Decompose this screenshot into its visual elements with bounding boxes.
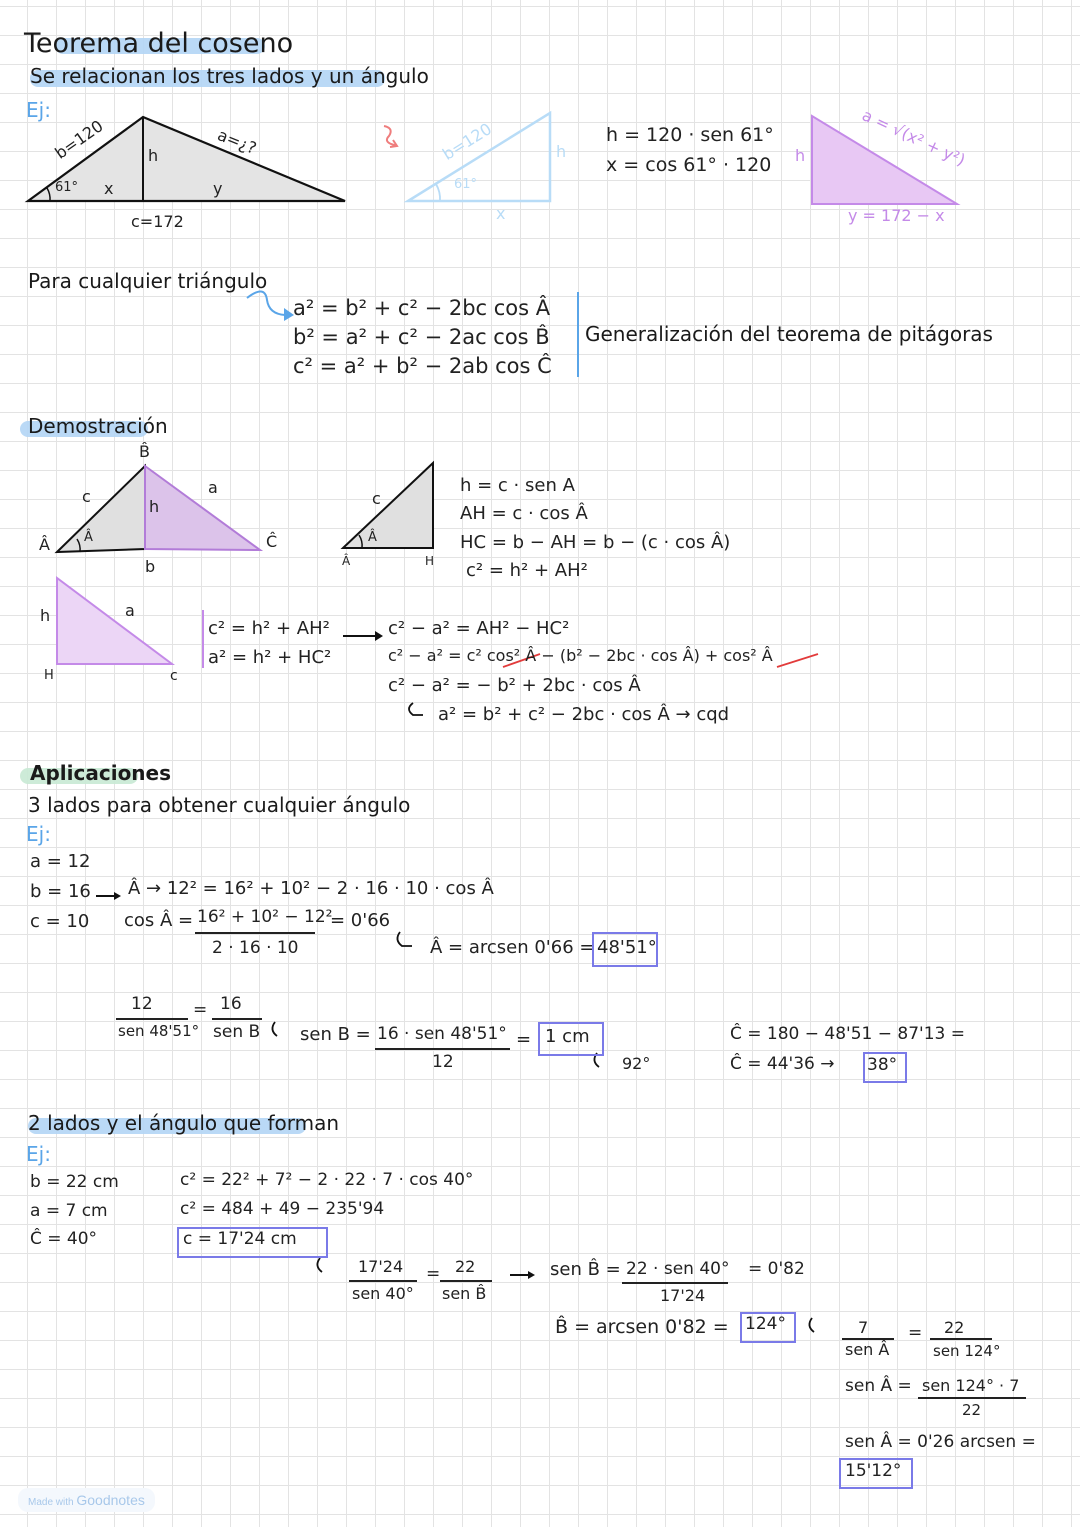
angle-A2-result: 15'12° <box>845 1461 902 1481</box>
senB2-num: 22 · sen 40° <box>626 1259 730 1279</box>
apps2-ej: Ej: <box>26 1142 51 1166</box>
demo-eq-3: HC = b − AH = b − (c · cos Â) <box>460 532 731 553</box>
example-label: Ej: <box>26 98 51 122</box>
demo2-A: Â <box>342 554 351 568</box>
given2-a: a = 7 cm <box>30 1201 108 1221</box>
x-formula: x = cos 61° · 120 <box>606 154 772 176</box>
ratio2-den: sen B <box>213 1022 261 1042</box>
demo3-a: a <box>125 601 135 620</box>
y-label: y <box>213 179 223 198</box>
senB-result: 1 cm <box>545 1026 590 1047</box>
cosA-value: = 0'66 <box>330 910 391 931</box>
cosA-num: 16² + 10² − 12² <box>197 907 333 927</box>
apps-sub1: 3 lados para obtener cualquier ángulo <box>28 793 411 817</box>
demo2-H: H <box>425 554 435 568</box>
g-eq: = <box>908 1323 923 1343</box>
f2-den: sen B̂ <box>442 1284 487 1303</box>
demo1-A: Â <box>39 535 50 554</box>
blue-x-label: x <box>496 204 506 223</box>
given-b: b = 16 <box>30 881 91 902</box>
step-3: c² − a² = − b² + 2bc · cos Â <box>388 675 641 696</box>
side-a-label: a=¿? <box>214 125 260 158</box>
f2-num: 22 <box>455 1257 476 1276</box>
purple-h-label: h <box>795 146 806 165</box>
demo-heading: Demostración <box>28 414 168 438</box>
demo3-H: H <box>44 668 54 683</box>
apps-ej: Ej: <box>26 822 51 846</box>
senB-den: 12 <box>432 1052 454 1072</box>
f-eq: = <box>426 1264 441 1284</box>
ratio1-num: 12 <box>131 994 153 1014</box>
g1-num: 7 <box>858 1318 869 1337</box>
senB-eq: = <box>516 1029 532 1050</box>
demo-eq-4: c² = h² + AH² <box>466 560 588 581</box>
general-label: Para cualquier triángulo <box>28 269 268 293</box>
c-eq-2: c² = 484 + 49 − 235'94 <box>180 1199 385 1219</box>
senA-num: sen 124° · 7 <box>922 1376 1020 1395</box>
cosA-den: 2 · 16 · 10 <box>212 938 299 958</box>
demo3-c: c <box>170 668 178 684</box>
system-eq-1: c² = h² + AH² <box>208 618 330 639</box>
step-4: a² = b² + c² − 2bc · cos Â → cqd <box>438 704 730 725</box>
c-eq-1: c² = 22² + 7² − 2 · 22 · 7 · cos 40° <box>180 1170 474 1190</box>
demo1-c: c <box>82 487 91 506</box>
given-a: a = 12 <box>30 851 91 872</box>
demo1-C: Ĉ <box>266 532 278 551</box>
g2-den: sen 124° <box>933 1342 1001 1360</box>
blue-angle-label: 61° <box>454 177 478 192</box>
demo-eq-2: AH = c · cos Â <box>460 503 588 524</box>
step-2: c² − a² = c² cos² Â − (b² − 2bc · cos Â) + cos² Â <box>388 646 773 665</box>
f1-num: 17'24 <box>358 1257 404 1276</box>
angle-C-result: 38° <box>867 1055 898 1075</box>
deg92: 92° <box>622 1054 651 1073</box>
blue-h-label: h <box>556 142 567 161</box>
apps2-sub: 2 lados y el ángulo que forman <box>28 1111 340 1135</box>
red-arrow-icon <box>384 126 397 147</box>
demo-triangle-2 <box>343 463 433 548</box>
angle-C-line2: Ĉ = 44'36 → <box>730 1054 835 1074</box>
side-b-label: b=120 <box>51 116 107 163</box>
angle-label: 61° <box>55 180 79 195</box>
page-title: Teorema del coseno <box>24 28 294 59</box>
c-result: c = 17'24 cm <box>183 1229 297 1249</box>
vertex-b: B̂ <box>139 442 150 461</box>
senB2-value: = 0'82 <box>748 1259 805 1279</box>
senB-num: 16 · sen 48'51° <box>377 1024 507 1044</box>
angle-B-result: 124° <box>745 1314 786 1334</box>
eq-b: b² = a² + c² − 2ac cos B̂ <box>293 325 550 349</box>
demo2-c: c <box>372 489 381 508</box>
cosA-lhs: cos Â = <box>124 910 194 931</box>
side-c-label: c=172 <box>131 212 184 231</box>
system-eq-2: a² = h² + HC² <box>208 647 332 668</box>
blue-b-label: b=120 <box>439 119 496 164</box>
eq-a: a² = b² + c² − 2bc cos Â <box>293 296 551 320</box>
h-formula: h = 120 · sen 61° <box>606 124 774 146</box>
height-label: h <box>148 146 159 165</box>
x-label: x <box>104 179 114 198</box>
ratio1-den: sen 48'51° <box>118 1022 200 1040</box>
apps-line-1: Â → 12² = 16² + 10² − 2 · 16 · 10 · cos Â <box>128 878 494 899</box>
senA-line2: sen Â = 0'26 arcsen = <box>845 1432 1036 1452</box>
demo-triangle-3 <box>57 578 172 664</box>
demo-triangle-1 <box>57 466 145 552</box>
arcsen-B: B̂ = arcsen 0'82 = <box>555 1316 729 1338</box>
step-1: c² − a² = AH² − HC² <box>388 618 570 639</box>
f1-den: sen 40° <box>352 1284 414 1303</box>
senB2-lhs: sen B̂ = <box>550 1259 621 1280</box>
purple-y-label: y = 172 − x <box>848 206 945 225</box>
g2-num: 22 <box>944 1318 965 1337</box>
subtitle: Se relacionan los tres lados y un ángulo <box>30 64 429 88</box>
ratio-eq: = <box>193 1000 208 1020</box>
senA-lhs: sen Â = <box>845 1376 912 1396</box>
purple-a-label: a = √(x² + y²) <box>859 105 969 170</box>
ratio2-num: 16 <box>220 994 242 1014</box>
generalization-note: Generalización del teorema de pitágoras <box>585 322 993 346</box>
demo-eq-1: h = c · sen A <box>460 475 575 496</box>
curve-arrow-icon <box>247 291 285 315</box>
angle-C-line1: Ĉ = 180 − 48'51 − 87'13 = <box>730 1024 965 1044</box>
arcsen-A: Â = arcsen 0'66 = <box>430 937 595 958</box>
senB2-den: 17'24 <box>660 1286 706 1305</box>
goodnotes-badge <box>18 1488 155 1512</box>
senB-lhs: sen B = <box>300 1024 371 1045</box>
g1-den: sen Â <box>845 1340 890 1359</box>
given2-C: Ĉ = 40° <box>30 1229 98 1249</box>
demo1-A-inner: Â <box>84 530 93 545</box>
demo3-h: h <box>40 606 51 625</box>
senA-den: 22 <box>962 1401 982 1419</box>
given2-b: b = 22 cm <box>30 1172 119 1192</box>
demo2-A-inner: Â <box>368 530 377 545</box>
apps-heading: Aplicaciones <box>30 761 172 785</box>
given-c: c = 10 <box>30 911 90 932</box>
demo1-h: h <box>149 497 160 516</box>
footer-made: Made with <box>28 1497 74 1508</box>
footer-brand: Goodnotes <box>76 1492 145 1508</box>
demo1-b: b <box>145 557 156 576</box>
angle-A-result: 48'51° <box>597 937 657 958</box>
eq-c: c² = a² + b² − 2ab cos Ĉ <box>293 354 552 378</box>
demo1-a: a <box>208 478 218 497</box>
